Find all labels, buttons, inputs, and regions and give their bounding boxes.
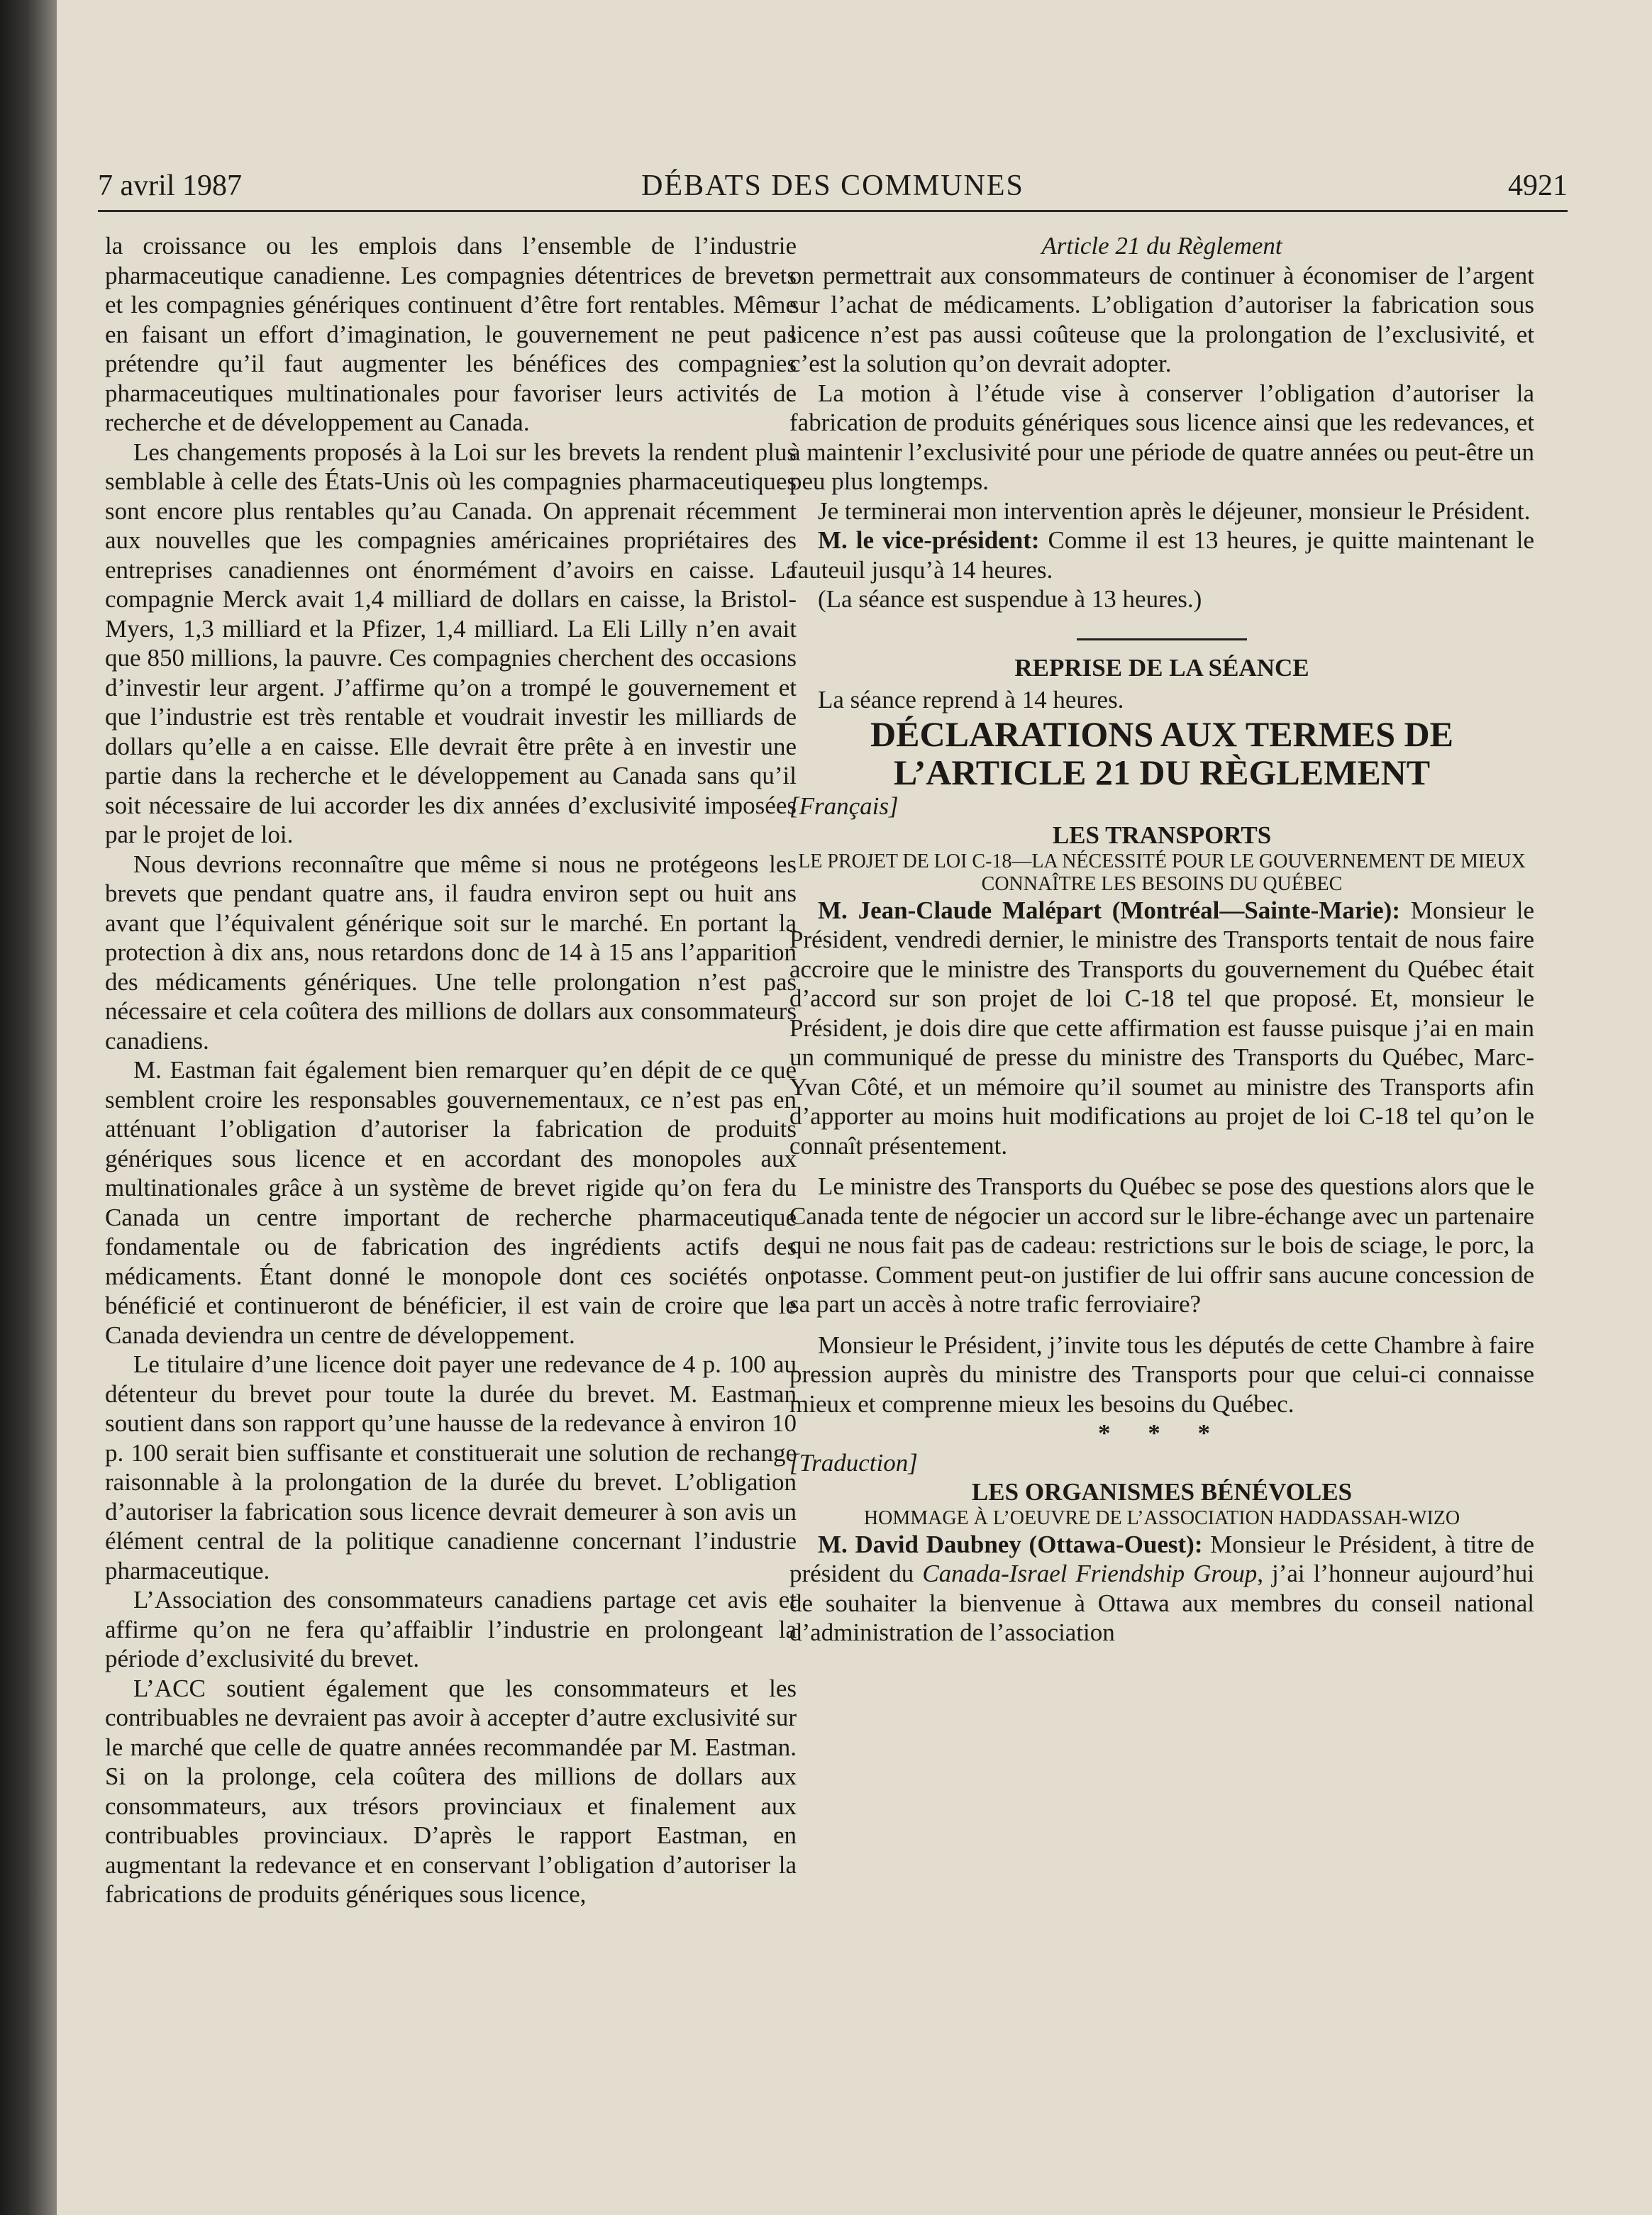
daubney-statement [789, 1530, 1534, 1648]
paragraph: L’ACC soutient également que les consommateurs et les contribuables ne devraient pas avoir à accepter d’autre exclusivité sur le marché que celle de quatre années recommandée par M. Eastman. Si on la prolonge, cela coûtera des millions de dollars aux consommateurs, aux trésors provinciaux et finalement aux contribuables provinciaux. D’après le rapport Eastman, en augmentant la redevance et en conservant l’obligation d’autoriser la fabrications de produits génériques sous licence, [105, 1674, 797, 1908]
document-page [57, 0, 1652, 2215]
group-name: Canada-Israel Friendship Group [922, 1560, 1258, 1587]
paragraph: M. Eastman fait également bien remarquer qu’en dépit de ce que semblent croire les responsables gouvernementaux, ce n’est pas en atténuant l’obligation d’autoriser la fabrication de produits génériques sous licence et en accordant des monopoles aux multinationales grâce à un système de brevet rigide qu’on fera du Canada un centre important de recherche pharmaceutique fondamentale ou de fabrication des ingrédients actifs des médicaments. Étant donné le monopole dont ces sociétés ont bénéficié et continueront de bénéficier, il est vain de croire que le Canada deviendra un centre de développement. [105, 1056, 797, 1349]
procedural-note: (La séance est suspendue à 13 heures.) [818, 585, 1202, 613]
topic-heading: LES TRANSPORTS [1052, 821, 1272, 849]
vp-statement [789, 526, 1534, 584]
paragraph: L’Association des consommateurs canadiens partage cet avis et affirme qu’on ne fera qu’affaiblir l’industrie en prolongeant la période d’exclusivité du brevet. [105, 1586, 797, 1672]
language-marker: [Français] [789, 792, 899, 820]
paragraph: la croissance ou les emplois dans l’ensemble de l’industrie pharmaceutique canadienne. Les compagnies détentrices de brevets et les compagnies génériques continuent d’être fort rentables. Même en faisant un effort d’imagination, le gouvernement ne peut pas prétendre qu’il faut augmenter les bénéfices des compagnies pharmaceutiques multinationales pour favoriser leurs activités de recherche et de développement au Canada. [105, 232, 797, 436]
header-title: DÉBATS DES COMMUNES [641, 170, 1024, 202]
paragraph: on permettrait aux consommateurs de continuer à économiser de l’argent sur l’achat de médicaments. L’obligation d’autoriser la fabrication sous licence n’est pas aussi coûteuse que la prolongation de l’exclusivité, et c’est la solution qu’on devrait adopter. [789, 261, 1534, 377]
malepart-statement [789, 896, 1534, 1161]
paragraph: Je terminerai mon intervention après le déjeuner, monsieur le Président. [818, 496, 1531, 525]
procedural-note: La séance reprend à 14 heures. [818, 686, 1124, 714]
speech-text: , j’ai l’honneur aujourd’hui de souhaiter la bienvenue à Ottawa aux membres du conseil national d’administration de l’association [789, 1560, 1535, 1646]
language-marker: [Traduction] [789, 1448, 918, 1477]
section-title [789, 715, 1534, 792]
speaker-name: M. Jean-Claude Malépart (Montréal—Sainte-Marie): [818, 896, 1400, 924]
paragraph: La motion à l’étude vise à conserver l’obligation d’autoriser la fabrication de produits génériques sous licence ainsi que les redevances, et à maintenir l’exclusivité pour une période de quatre années ou peut-être un peu plus longtemps. [789, 379, 1534, 495]
right-column [789, 231, 1534, 1648]
paragraph: Le titulaire d’une licence doit payer une redevance de 4 p. 100 au détenteur du brevet pour toute la durée du brevet. M. Eastman soutient dans son rapport qu’une hausse de la redevance à environ 10 p. 100 serait bien suffisante et constituerait une solution de rechange raisonnable à la prolongation de la durée du brevet. L’obligation d’autoriser la fabrication sous licence devrait demeurer à son avis un élément central de la politique canadienne concernant l’industrie pharmaceutique. [105, 1350, 797, 1584]
speech-text: Monsieur le Président, vendredi dernier, le ministre des Transports tentait de nous faire accroire que le ministre des Transports du gouvernement du Québec était d’accord sur son projet de loi C-18 tel que proposé. Et, monsieur le Président, je dois dire que cette affirmation est fausse puisque j’ai en main un communiqué de presse du ministre des Transports du Québec, Marc-Yvan Côté, et un mémoire qu’il soumet au ministre des Transports afin d’apporter au moins huit modifications au projet de loi C-18 tel qu’on le connaît présentement. [789, 896, 1534, 1160]
speech-text: Comme il est 13 heures, je quitte maintenant le fauteuil jusqu’à 14 heures. [789, 526, 1534, 584]
header-page-number: 4921 [1508, 170, 1568, 202]
topic-subheading: LE PROJET DE LOI C-18—LA NÉCESSITÉ POUR LE GOUVERNEMENT DE MIEUX CONNAÎTRE LES BESOINS DU QUÉBEC [798, 850, 1526, 895]
speaker-name: M. David Daubney (Ottawa-Ouest): [818, 1530, 1203, 1558]
left-column [105, 231, 797, 1909]
section-title-line: DÉCLARATIONS AUX TERMES DE [870, 714, 1453, 754]
page-header [98, 163, 1568, 212]
speech-text: Monsieur le Président, à titre de président du [789, 1530, 1535, 1587]
running-head: Article 21 du Règlement [1041, 232, 1282, 260]
section-heading: REPRISE DE LA SÉANCE [1014, 653, 1309, 682]
section-separator-stars: * * * [1098, 1419, 1226, 1447]
section-divider [1077, 638, 1247, 640]
section-title-line: L’ARTICLE 21 DU RÈGLEMENT [893, 752, 1431, 792]
paragraph: Le ministre des Transports du Québec se pose des questions alors que le Canada tente de négocier un accord sur le libre-échange avec un partenaire qui ne nous fait pas de cadeau: restrictions sur le bois de sciage, le porc, la potasse. Comment peut-on justifier de lui offrir sans aucune concession de sa part un accès à notre trafic ferroviaire? [789, 1172, 1534, 1318]
paragraph: Monsieur le Président, j’invite tous les députés de cette Chambre à faire pression auprès du ministre des Transports pour que celui-ci connaisse mieux et comprenne mieux les besoins du Québec. [789, 1331, 1534, 1418]
paragraph: Nous devrions reconnaître que même si nous ne protégeons les brevets que pendant quatre ans, il faudra environ sept ou huit ans avant que l’équivalent générique soit sur le marché. En portant la protection à dix ans, nous retardons donc de 14 à 15 ans l’apparition des médicaments génériques. Une telle prolongation n’est pas nécessaire et cela coûtera des millions de dollars aux consommateurs canadiens. [105, 850, 797, 1055]
paragraph: Les changements proposés à la Loi sur les brevets la rendent plus semblable à celle des États-Unis où les compagnies pharmaceutiques sont encore plus rentables qu’au Canada. On apprenait récemment aux nouvelles que les compagnies américaines propriétaires des entreprises canadiennes ont énormément d’avoirs en caisse. La compagnie Merck avait 1,4 milliard de dollars en caisse, la Bristol-Myers, 1,3 milliard et la Pfizer, 1,4 milliard. La Eli Lilly n’en avait que 850 millions, la pauvre. Ces compagnies cherchent des occasions d’investir leur argent. J’affirme qu’on a trompé le gouvernement et que l’industrie est très rentable et voudrait investir les milliards de dollars qu’elle a en caisse. Elle devrait être prête à en investir une partie dans la recherche et le développement au Canada sans qu’il soit nécessaire de lui accorder les dix années d’exclusivité imposées par le projet de loi. [105, 438, 797, 848]
topic-heading: LES ORGANISMES BÉNÉVOLES [971, 1478, 1353, 1506]
topic-subheading: HOMMAGE À L’OEUVRE DE L’ASSOCIATION HADDASSAH-WIZO [863, 1506, 1460, 1529]
speaker-name: M. le vice-président: [818, 526, 1040, 554]
header-date: 7 avril 1987 [98, 170, 242, 202]
